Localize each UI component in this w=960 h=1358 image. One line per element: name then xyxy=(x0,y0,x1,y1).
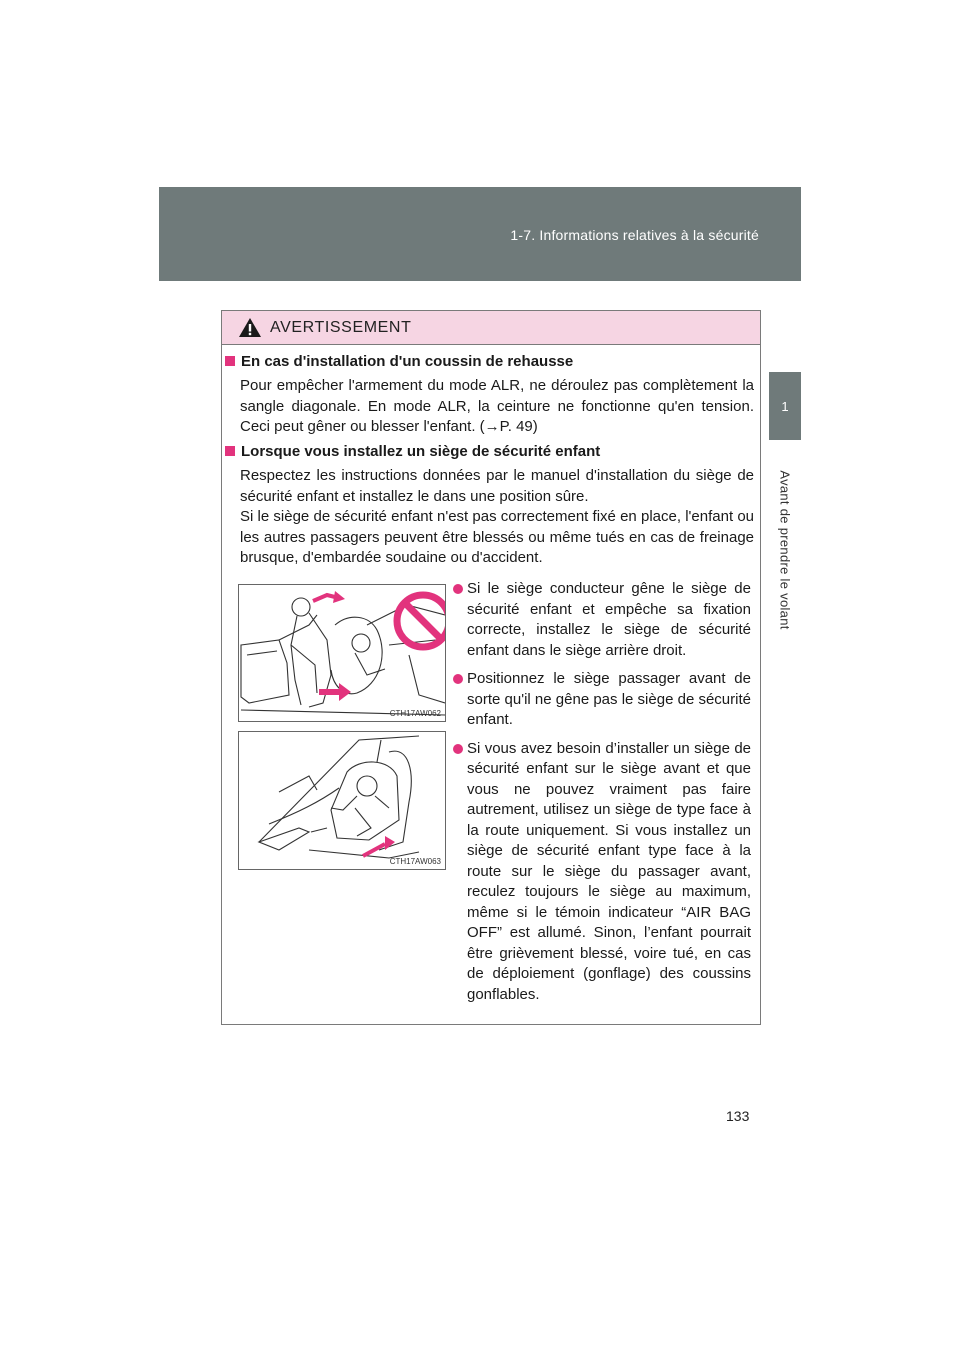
bullet-list xyxy=(453,579,751,1013)
page-number: 133 xyxy=(726,1108,750,1124)
warning-triangle-icon xyxy=(238,317,262,338)
section-body xyxy=(222,376,760,438)
section-body xyxy=(222,466,760,569)
section-heading: Lorsque vous installez un siège de sécurité enfant xyxy=(241,443,601,460)
figure-code: CTH17AW062 xyxy=(389,709,441,718)
child-seat-illustration xyxy=(239,585,445,721)
chapter-number: 1 xyxy=(781,398,789,414)
section-title-booster xyxy=(222,353,760,370)
section-booster xyxy=(222,353,760,438)
warning-box xyxy=(221,310,761,1025)
paragraph: Si le siège de sécurité enfant n'est pas correctement fixé en place, l'enfant ou les autres passagers peuvent être blessés ou même tués en cas de freinage brusque, d'embardée soudaine ou d'accident. xyxy=(240,508,754,566)
bullet-text: Positionnez le siège passager avant de sorte qu'il ne gêne pas le siège de sécurité enfant. xyxy=(467,670,751,728)
header-band xyxy=(159,187,801,281)
round-bullet-icon xyxy=(453,584,463,594)
figure-forward-facing xyxy=(238,731,446,870)
warning-label: AVERTISSEMENT xyxy=(270,318,412,336)
section-heading: En cas d'installation d'un coussin de rehausse xyxy=(241,353,574,370)
square-bullet-icon xyxy=(225,356,235,366)
chapter-tab xyxy=(769,372,801,440)
section-title: 1-7. Informations relatives à la sécurité xyxy=(510,227,759,243)
section-title-child-seat xyxy=(222,443,760,460)
list-item xyxy=(453,739,751,1006)
child-seat-illustration xyxy=(239,732,445,869)
chapter-title: Avant de prendre le volant xyxy=(777,470,793,630)
chapter-side-label xyxy=(775,450,795,650)
figure-code: CTH17AW063 xyxy=(389,857,441,866)
section-child-seat xyxy=(222,443,760,569)
paragraph: Pour empêcher l'armement du mode ALR, ne déroulez pas complètement la sangle diagonale. En mode ALR, la ceinture ne fonctionne qu'en tension. Ceci peut gêner ou blesser l'enfant. (→P. 49) xyxy=(240,377,754,435)
paragraph: Respectez les instructions données par le manuel d'installation du siège de sécurité enfant et installez le dans une position sûre. xyxy=(240,467,754,505)
figure-rear-facing-prohibited xyxy=(238,584,446,722)
round-bullet-icon xyxy=(453,674,463,684)
square-bullet-icon xyxy=(225,446,235,456)
warning-header xyxy=(222,311,760,345)
bullet-text: Si vous avez besoin d’installer un siège de sécurité enfant sur le siège avant et que vous ne pouvez vraiment pas faire autrement, utilisez un siège de type face à la route uniquement. Si vous installez un siège de sécurité enfant type face à la route sur le siège du passager avant, reculez toujours le siège au maximum, même si le témoin indicateur “AIR BAG OFF” est allumé. Sinon, l’enfant pourrait être grièvement blessé, voire tué, en cas de déploiement (gonflage) des coussins gonflables. xyxy=(467,739,751,1003)
bullet-text: Si le siège conducteur gêne le siège de sécurité enfant et empêche sa fixation correcte, installez le siège de sécurité enfant dans le siège arrière droit. xyxy=(467,580,751,659)
round-bullet-icon xyxy=(453,744,463,754)
list-item xyxy=(453,579,751,661)
list-item xyxy=(453,669,751,731)
